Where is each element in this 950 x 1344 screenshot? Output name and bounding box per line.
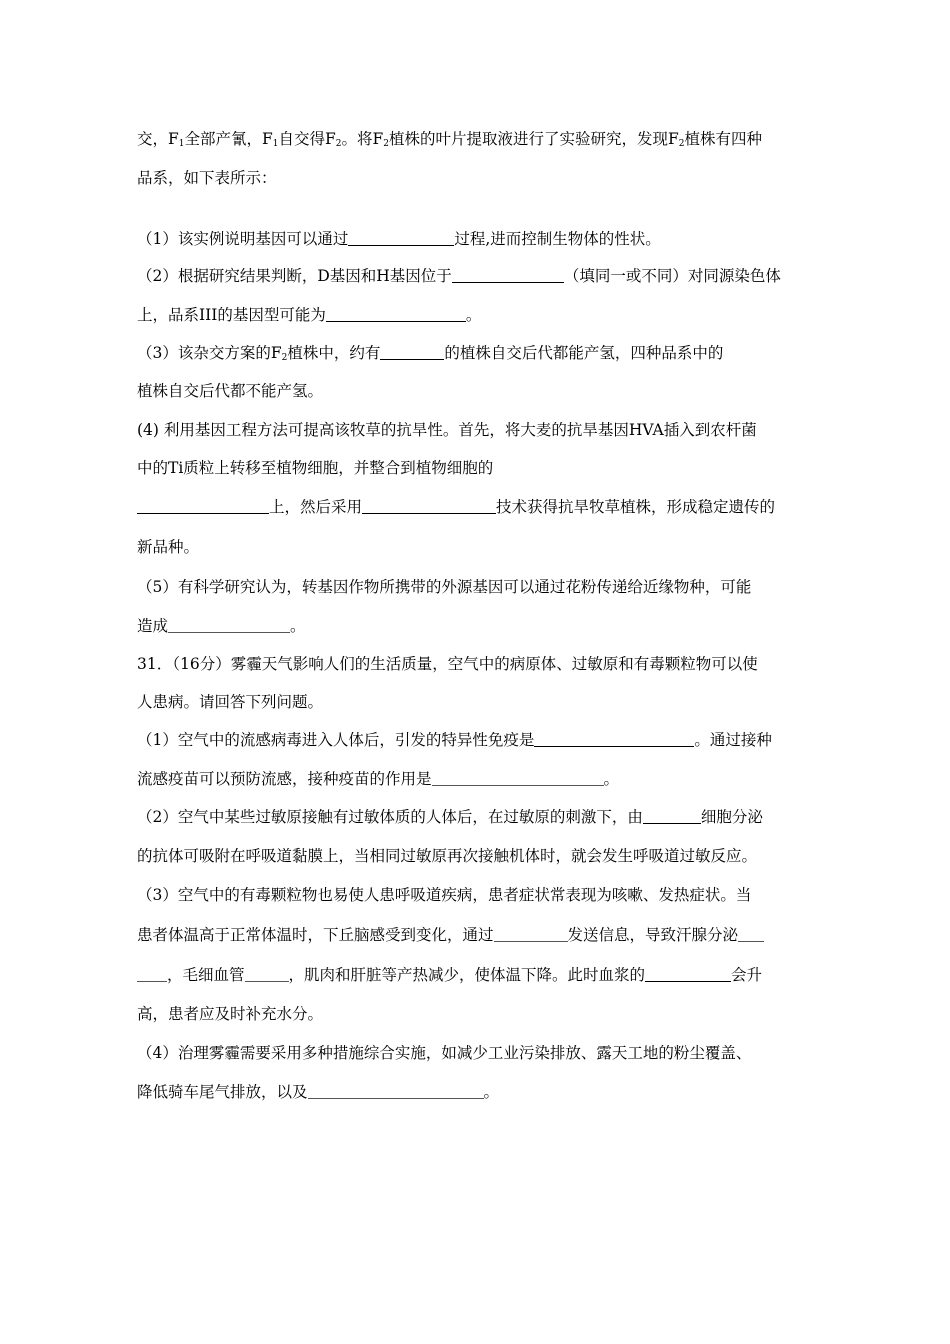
- text: （2）空气中某些过敏原接触有过敏体质的人体后，在过敏原的刺激下，由: [137, 808, 643, 826]
- question-31-1-line-2: [137, 768, 817, 790]
- text: 31．（16分）雾霾天气影响人们的生活质量，空气中的病原体、过敏原和有毒颗粒物可以使: [137, 655, 758, 673]
- text: （1）空气中的流感病毒进入人体后，引发的特异性免疫是: [137, 731, 535, 749]
- answer-blank-1[interactable]: [348, 230, 454, 246]
- text: 植株有四种: [684, 130, 763, 148]
- text: 造成: [137, 617, 169, 635]
- answer-blank-2b[interactable]: [326, 306, 466, 322]
- text: 植株中，约有: [287, 344, 381, 362]
- text: 交，F: [137, 130, 179, 148]
- question-31-3-line-3: [137, 964, 817, 986]
- question-4-line-2: [137, 457, 817, 479]
- question-31-line-2: [137, 691, 817, 713]
- text: 人患病。请回答下列问题。: [137, 693, 324, 711]
- text: 会升: [731, 966, 763, 984]
- text: 。通过接种: [694, 731, 772, 749]
- subscript: 2: [281, 353, 288, 363]
- text: 中的Ti质粒上转移至植物细胞，并整合到植物细胞的: [137, 459, 494, 477]
- subscript: 2: [335, 139, 342, 149]
- answer-blank-31-3c[interactable]: [245, 966, 289, 982]
- text: （3）空气中的有毒颗粒物也易使人患呼吸道疾病，患者症状常表现为咳嗽、发热症状。当: [137, 886, 752, 904]
- text: 的植株自交后代都能产氢，四种品系中的: [444, 344, 724, 362]
- answer-blank-31-3a[interactable]: [494, 926, 568, 942]
- question-31-1-line-1: [137, 729, 817, 751]
- text: 全部产氰，F: [184, 130, 273, 148]
- intro-line-1: [137, 128, 817, 150]
- text: ，毛细血管: [167, 966, 245, 984]
- text: （5）有科学研究认为，转基因作物所携带的外源基因可以通过花粉传递给近缘物种，可能: [137, 578, 752, 596]
- text: 。: [465, 306, 482, 324]
- text: （填同一或不同）对同源染色体: [563, 267, 781, 285]
- text: 。将F: [341, 130, 384, 148]
- question-4-line-3: [137, 496, 817, 518]
- text: 流感疫苗可以预防流感，接种疫苗的作用是: [137, 770, 432, 788]
- question-31-4-line-1: [137, 1042, 817, 1064]
- text: 降低骑车尾气排放，以及: [137, 1083, 308, 1101]
- answer-blank-31-3b[interactable]: [738, 926, 764, 942]
- text: （1）该实例说明基因可以通过: [137, 230, 349, 248]
- subscript: 1: [178, 139, 185, 149]
- intro-line-2: [137, 167, 817, 189]
- answer-blank-31-4[interactable]: [308, 1083, 484, 1099]
- answer-blank-31-3b-cont[interactable]: [137, 966, 167, 982]
- text: 。: [483, 1083, 500, 1101]
- question-5-line-2: [137, 615, 817, 637]
- text: 。: [603, 770, 620, 788]
- text: 新品种。: [137, 538, 200, 556]
- question-5-line-1: [137, 576, 817, 598]
- answer-blank-4b[interactable]: [362, 498, 496, 514]
- question-3-line-1: [137, 342, 817, 364]
- text: 高，患者应及时补充水分。: [137, 1005, 324, 1023]
- text: 。: [290, 617, 306, 635]
- subscript: 2: [678, 139, 685, 149]
- question-31-3-line-4: [137, 1003, 817, 1025]
- question-31-2-line-1: [137, 806, 817, 828]
- answer-blank-5[interactable]: [168, 617, 290, 633]
- answer-blank-31-2[interactable]: [643, 808, 701, 824]
- answer-blank-2a[interactable]: [452, 267, 564, 283]
- question-4-line-1: [137, 419, 817, 441]
- text: （3）该杂交方案的F: [137, 344, 282, 362]
- text: 植株自交后代都不能产氢。: [137, 382, 324, 400]
- subscript: 2: [383, 139, 389, 149]
- text: （4）治理雾霾需要采用多种措施综合实施，如减少工业污染排放、露天工地的粉尘覆盖、: [137, 1044, 752, 1062]
- question-31-2-line-2: [137, 845, 817, 867]
- question-4-line-4: [137, 536, 817, 558]
- subscript: 1: [272, 139, 279, 149]
- text: 发送信息，导致汗腺分泌: [567, 926, 739, 944]
- question-31-4-line-2: [137, 1081, 817, 1103]
- text: 患者体温高于正常体温时，下丘脑感受到变化，通过: [137, 926, 494, 944]
- text: 植株的叶片提取液进行了实验研究，发现F: [389, 130, 679, 148]
- answer-blank-4a[interactable]: [137, 498, 269, 514]
- text: 细胞分泌: [700, 808, 763, 826]
- question-3-line-2: [137, 380, 817, 402]
- answer-blank-31-3d[interactable]: [645, 966, 731, 982]
- text: 上，然后采用: [269, 498, 363, 516]
- text: ，肌肉和肝脏等产热减少，使体温下降。此时血浆的: [288, 966, 646, 984]
- question-1: [137, 228, 817, 250]
- text: 的抗体可吸附在呼吸道黏膜上，当相同过敏原再次接触机体时，就会发生呼吸道过敏反应。: [137, 847, 758, 865]
- answer-blank-3[interactable]: [380, 344, 444, 360]
- text: 品系，如下表所示：: [137, 169, 277, 187]
- text: 技术获得抗旱牧草植株，形成稳定遗传的: [496, 498, 776, 516]
- text: (4) 利用基因工程方法可提高该牧草的抗旱性。首先，将大麦的抗旱基因HVA插入到农杆菌: [137, 421, 757, 439]
- answer-blank-31-1a[interactable]: [534, 731, 694, 747]
- text: 上，品系III的基因型可能为: [137, 306, 326, 324]
- question-31-3-line-1: [137, 884, 817, 906]
- question-31-line-1: [137, 653, 817, 675]
- question-31-3-line-2: [137, 924, 817, 946]
- text: （2）根据研究结果判断，D基因和H基因位于: [137, 267, 452, 285]
- text: 自交得F: [278, 130, 336, 148]
- question-2-line-1: [137, 265, 817, 287]
- answer-blank-31-1b[interactable]: [432, 770, 604, 786]
- question-2-line-2: [137, 304, 817, 326]
- text: 过程,进而控制生物体的性状。: [454, 230, 661, 248]
